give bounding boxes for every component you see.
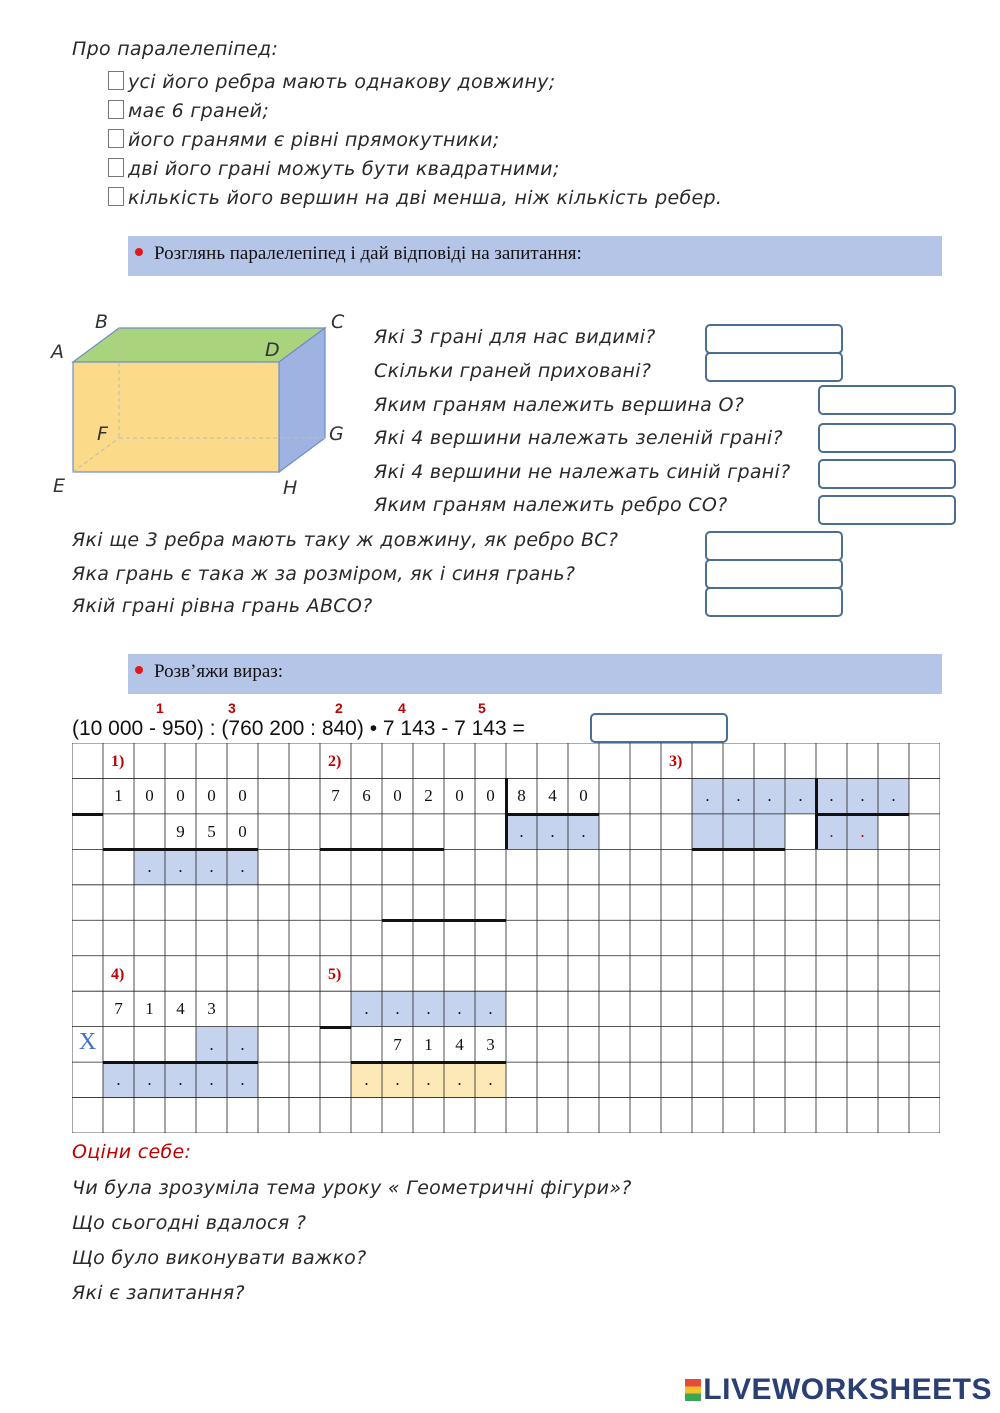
question-text: Які ще 3 ребра мають таку ж довжину, як ребро ВС? xyxy=(72,529,619,551)
placeholder-dot: . xyxy=(891,786,896,806)
placeholder-dot: . xyxy=(519,821,524,841)
section2-heading: Розглянь паралелепіпед і дай відповіді на запитання: xyxy=(154,243,582,264)
answer-input[interactable] xyxy=(705,531,843,561)
answer-input[interactable] xyxy=(818,385,956,415)
placeholder-dot: . xyxy=(581,821,586,841)
underline xyxy=(103,1061,258,1064)
calculation-grid xyxy=(72,743,940,1133)
grid-digit: 4 xyxy=(548,786,557,806)
grid-digit: 3 xyxy=(207,999,216,1019)
placeholder-dot: . xyxy=(426,1070,431,1090)
underline xyxy=(816,813,909,816)
grid-digit: 1 xyxy=(424,1034,433,1054)
placeholder-dot: . xyxy=(178,857,183,877)
underline xyxy=(103,848,258,851)
self-assessment-question: Які є запитання? xyxy=(72,1282,245,1304)
placeholder-dot: . xyxy=(178,1070,183,1090)
order-mark: 5 xyxy=(478,700,486,716)
grid-digit: 3 xyxy=(486,1034,495,1054)
underline xyxy=(320,1026,351,1029)
checkbox-list xyxy=(108,68,722,213)
vertex-label-h: H xyxy=(283,477,298,499)
logo-icon xyxy=(685,1379,701,1401)
placeholder-dot: . xyxy=(240,1070,245,1090)
brand-text: LIVEWORKSHEETS xyxy=(703,1373,992,1406)
front-face xyxy=(73,362,279,472)
placeholder-dot: . xyxy=(395,1070,400,1090)
section3-heading: Розв’яжи вираз: xyxy=(154,661,284,682)
order-mark: 3 xyxy=(228,700,236,716)
answer-input[interactable] xyxy=(705,559,843,589)
underline xyxy=(320,848,444,851)
vertex-label-d: D xyxy=(265,339,280,361)
vertex-label-a: A xyxy=(51,341,64,363)
placeholder-dot: . xyxy=(426,999,431,1019)
placeholder-dot: . xyxy=(457,1070,462,1090)
question-text: Яка грань є така ж за розміром, як і синя грань? xyxy=(72,563,576,585)
grid-digit: 7 xyxy=(114,999,123,1019)
grid-digit: 4 xyxy=(176,999,185,1019)
grid-digit: 1 xyxy=(114,786,123,806)
vertex-label-e: E xyxy=(53,475,66,497)
grid-digit: 1 xyxy=(145,999,154,1019)
self-assessment-question: Чи була зрозуміла тема уроку « Геометричні фігури»? xyxy=(72,1177,632,1199)
section2-heading-band xyxy=(128,236,942,276)
grid-digit: 0 xyxy=(176,786,185,806)
grid-digit: 0 xyxy=(238,786,247,806)
checkbox-option[interactable]: кількість його вершин на дві менша, ніж кількість ребер. xyxy=(108,184,722,213)
bullet-icon xyxy=(135,666,143,674)
placeholder-dot: . xyxy=(364,999,369,1019)
answer-input[interactable] xyxy=(705,324,843,354)
answer-input[interactable] xyxy=(818,423,956,453)
vertex-label-b: B xyxy=(95,311,109,333)
placeholder-dot: . xyxy=(488,999,493,1019)
answer-input[interactable] xyxy=(818,495,956,525)
grid-digit: 0 xyxy=(393,786,402,806)
underline xyxy=(506,813,599,816)
step-label: 2) xyxy=(328,753,342,770)
grid-digit: 8 xyxy=(517,786,526,806)
expression-answer-input[interactable] xyxy=(590,713,728,743)
step-label: 3) xyxy=(669,753,683,770)
placeholder-dot: . xyxy=(488,1070,493,1090)
placeholder-dot: . xyxy=(364,1070,369,1090)
underline xyxy=(351,1061,506,1064)
checkbox-option[interactable]: має 6 граней; xyxy=(108,97,722,126)
multiply-mark: X xyxy=(78,1028,97,1055)
step-label: 4) xyxy=(111,965,125,983)
question-text: Яким граням належить ребро СО? xyxy=(374,494,728,516)
underline xyxy=(692,848,785,851)
grid-digit: 0 xyxy=(207,786,216,806)
checkbox[interactable] xyxy=(108,129,124,148)
grid-digit: 7 xyxy=(331,786,340,806)
step-label: 1) xyxy=(111,753,125,770)
grid-digit: 2 xyxy=(424,786,433,806)
question-text: Які 4 вершини не належать синій грані? xyxy=(374,461,791,483)
checkbox[interactable] xyxy=(108,187,124,206)
section1-title: Про паралелепіпед: xyxy=(72,38,279,60)
grid-digit: 0 xyxy=(486,786,495,806)
grid-digit: 7 xyxy=(393,1034,402,1054)
checkbox-option[interactable]: дві його грані можуть бути квадратними; xyxy=(108,155,722,184)
placeholder-dot: . xyxy=(705,786,710,806)
self-assessment-question: Що було виконувати важко? xyxy=(72,1247,367,1269)
placeholder-dot: . xyxy=(736,786,741,806)
grid-digit: 0 xyxy=(579,786,588,806)
vertex-label-f: F xyxy=(97,423,108,445)
placeholder-dot: . xyxy=(240,1034,245,1054)
question-text: Якій грані рівна грань АВСО? xyxy=(72,595,373,617)
expression: (10 000 - 950) : (760 200 : 840) • 7 143 - 7 143 = xyxy=(72,717,525,740)
placeholder-dot: . xyxy=(457,999,462,1019)
placeholder-dot: . xyxy=(209,1034,214,1054)
placeholder-dot: . xyxy=(209,857,214,877)
placeholder-dot: . xyxy=(240,857,245,877)
order-marks xyxy=(0,700,1000,718)
answer-input[interactable] xyxy=(705,352,843,382)
answer-input[interactable] xyxy=(818,459,956,489)
section3-heading-band xyxy=(128,654,942,694)
question-text: Які 4 вершини належать зеленій грані? xyxy=(374,427,783,449)
grid-digit: 0 xyxy=(455,786,464,806)
checkbox[interactable] xyxy=(108,100,124,119)
placeholder-dot: . xyxy=(395,999,400,1019)
placeholder-dot: . xyxy=(829,821,834,841)
checkbox[interactable] xyxy=(108,71,124,90)
self-assessment-title: Оціни себе: xyxy=(72,1141,192,1163)
grid-digit: 6 xyxy=(362,786,371,806)
placeholder-dot: . xyxy=(116,1070,121,1090)
placeholder-dot: . xyxy=(829,786,834,806)
question-text: Скільки граней приховані? xyxy=(374,360,652,382)
placeholder-dot: . xyxy=(860,821,865,841)
answer-input[interactable] xyxy=(705,587,843,617)
grid-digit: 0 xyxy=(145,786,154,806)
placeholder-dot: . xyxy=(147,1070,152,1090)
question-text: Які 3 грані для нас видимі? xyxy=(374,326,656,348)
checkbox[interactable] xyxy=(108,158,124,177)
placeholder-dot: . xyxy=(209,1070,214,1090)
order-mark: 1 xyxy=(156,700,164,716)
self-assessment-question: Що сьогодні вдалося ? xyxy=(72,1212,307,1234)
vertex-label-c: C xyxy=(331,311,345,333)
placeholder-dot: . xyxy=(767,786,772,806)
bullet-icon xyxy=(135,248,143,256)
order-mark: 2 xyxy=(335,700,343,716)
placeholder-dot: . xyxy=(147,857,152,877)
placeholder-dot: . xyxy=(798,786,803,806)
grid-digit: 4 xyxy=(455,1034,464,1054)
grid-digit: 9 xyxy=(176,821,185,841)
placeholder-dot: . xyxy=(550,821,555,841)
grid-digit: 0 xyxy=(238,821,247,841)
order-mark: 4 xyxy=(398,700,406,716)
question-text: Яким граням належить вершина О? xyxy=(374,394,745,416)
grid-digit: 5 xyxy=(207,821,216,841)
step-label: 5) xyxy=(328,965,342,983)
parallelepiped-figure xyxy=(45,300,365,500)
vertex-label-g: G xyxy=(329,423,344,445)
placeholder-dot: . xyxy=(860,786,865,806)
underline xyxy=(72,813,103,816)
underline xyxy=(382,919,506,922)
checkbox-option[interactable]: його гранями є рівні прямокутники; xyxy=(108,126,722,155)
liveworksheets-logo xyxy=(685,1373,992,1407)
checkbox-option[interactable]: усі його ребра мають однакову довжину; xyxy=(108,68,722,97)
